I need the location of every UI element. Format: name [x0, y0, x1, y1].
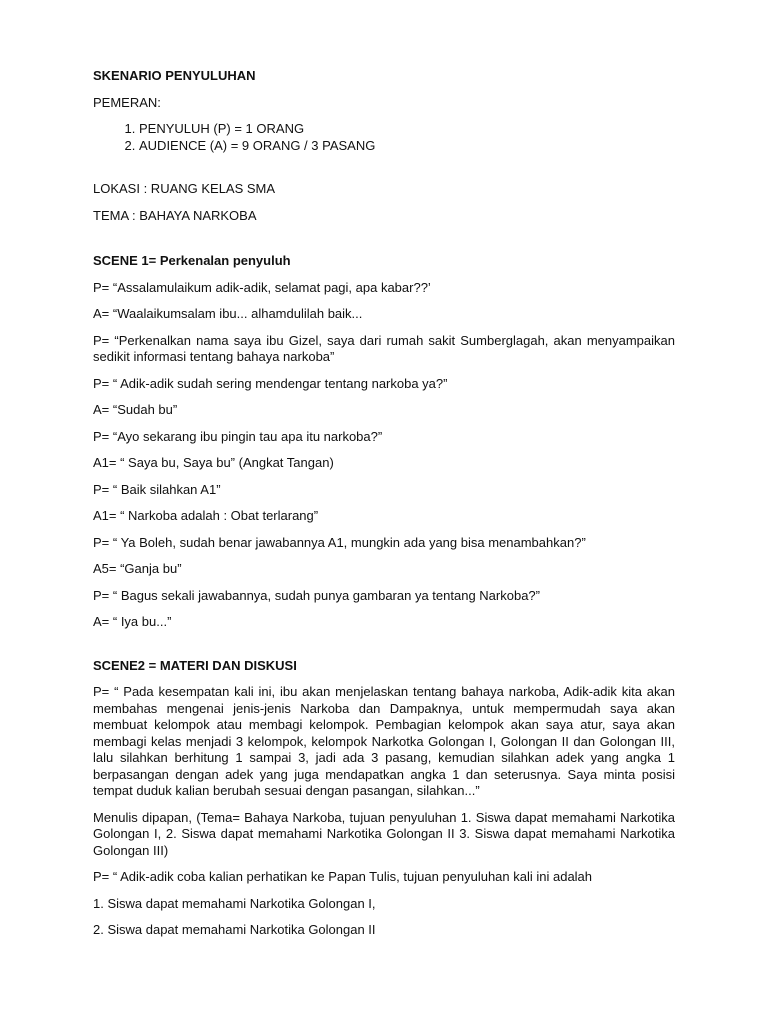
- lokasi-line: LOKASI : RUANG KELAS SMA: [93, 181, 276, 196]
- dialog-line: P= “ Baik silahkan A1”: [93, 481, 221, 497]
- dialog-line: P= “ Bagus sekali jawabannya, sudah punya gambaran ya tentang Narkoba?”: [93, 587, 540, 603]
- dialog-line: P= “ Adik-adik coba kalian perhatikan ke Papan Tulis, tujuan penyuluhan kali ini adalah: [93, 869, 593, 884]
- dialog-line: Menulis dipapan, (Tema= Bahaya Narkoba, tujuan penyuluhan 1. Siswa dapat memahami Narkotika Golongan I, 2. Siswa dapat memahami Narkotika Golongan II 3. Siswa dapat memahami Narkotika Golongan III): [93, 809, 675, 858]
- pemeran-list: [93, 121, 675, 154]
- list-item: 2. AUDIENCE (A) = 9 ORANG / 3 PASANG: [139, 138, 675, 155]
- dialog-line: A5= “Ganja bu”: [93, 561, 182, 576]
- scene1-heading: SCENE 1= Perkenalan penyuluh: [93, 253, 291, 268]
- dialog-line: A1= “ Narkoba adalah : Obat terlarang”: [93, 508, 319, 523]
- scene2-heading: SCENE2 = MATERI DAN DISKUSI: [93, 657, 297, 673]
- pemeran-label: PEMERAN:: [93, 94, 161, 110]
- dialog-line: 2. Siswa dapat memahami Narkotika Golongan II: [93, 922, 376, 937]
- dialog-line: P= “Ayo sekarang ibu pingin tau apa itu narkoba?”: [93, 428, 383, 444]
- dialog-line: P= “ Adik-adik sudah sering mendengar tentang narkoba ya?”: [93, 375, 448, 391]
- list-item: 1. PENYULUH (P) = 1 ORANG: [139, 121, 675, 138]
- tema-line: TEMA : BAHAYA NARKOBA: [93, 207, 257, 223]
- dialog-line: P= “Perkenalkan nama saya ibu Gizel, saya dari rumah sakit Sumberglagah, akan menyampaikan sedikit informasi tentang bahaya narkoba”: [93, 332, 675, 364]
- dialog-line: A= “ Iya bu...”: [93, 614, 172, 629]
- dialog-line: 1. Siswa dapat memahami Narkotika Golongan I,: [93, 895, 376, 911]
- document-title: SKENARIO PENYULUHAN: [93, 68, 256, 83]
- dialog-line: A= “Sudah bu”: [93, 402, 178, 417]
- dialog-line: A1= “ Saya bu, Saya bu” (Angkat Tangan): [93, 455, 334, 470]
- dialog-line: P= “Assalamulaikum adik-adik, selamat pagi, apa kabar??’: [93, 279, 431, 295]
- dialog-line: P= “ Pada kesempatan kali ini, ibu akan menjelaskan tentang bahaya narkoba, Adik-adik kita akan membahas mengenai jenis-jenis Narkoba dan Dampaknya, untuk mempermudah saya akan membuat kelompok atau membagi kelompok. Pembagian kelompok akan saya atur, saya akan membagi kelas menjadi 3 kelompok, kelompok Narkotka Golongan I, Golongan II dan Golongan III, lalu silahkan berhitung 1 sampai 3, jadi ada 3 pasang, kemudian silahkan adek yang angka 1 berpasangan dengan adek yang juga mendapatkan angka 1 dan seterusnya. Saya minta posisi tempat duduk kalian berubah sesuai dengan pasangan, silahkan...”: [93, 684, 675, 798]
- dialog-line: A= “Waalaikumsalam ibu... alhamdulilah baik...: [93, 306, 363, 321]
- dialog-line: P= “ Ya Boleh, sudah benar jawabannya A1, mungkin ada yang bisa menambahkan?”: [93, 534, 586, 550]
